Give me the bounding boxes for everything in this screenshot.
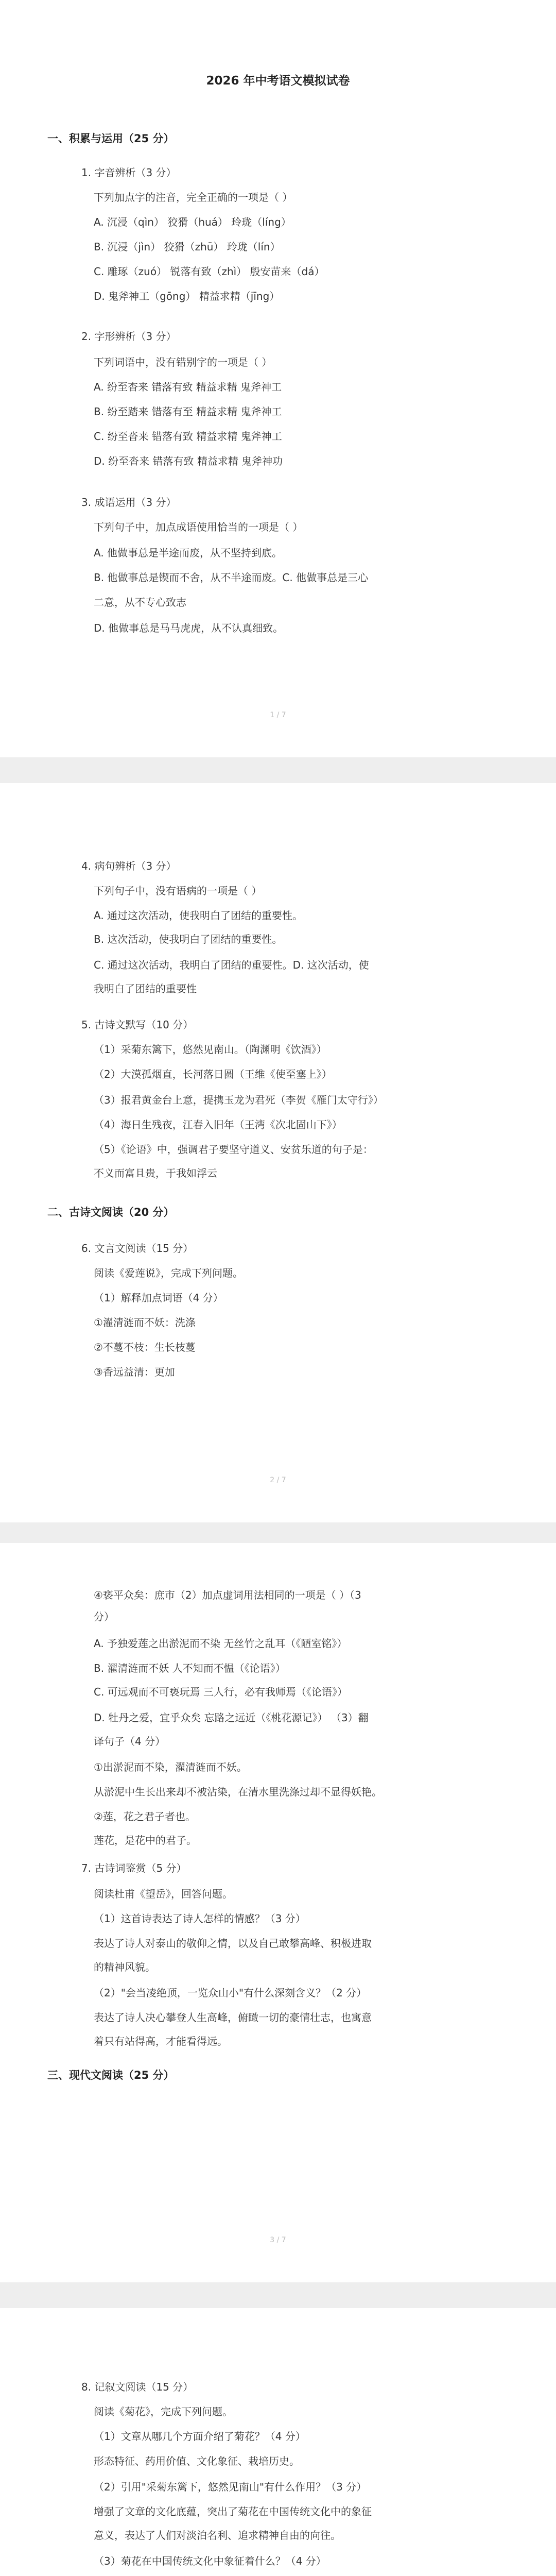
- question-text: A. 通过这次活动，使我明白了团结的重要性。: [94, 909, 303, 922]
- question-text: 不义而富且贵，于我如浮云: [94, 1167, 217, 1179]
- exam-page-2: [0, 783, 556, 1522]
- question-text: （4）海日生残夜，江春入旧年（王湾《次北固山下》）: [94, 1118, 342, 1131]
- question-text: （3）报君黄金台上意，提携玉龙为君死（李贺《雁门太守行》）: [94, 1094, 384, 1106]
- question-text: 下列句子中，没有语病的一项是（ ）: [94, 885, 262, 897]
- question-text: B. 濯清涟而不妖 人不知而不愠（《论语》）: [94, 1662, 286, 1674]
- page-number: 3 / 7: [270, 2236, 286, 2244]
- exam-page-4: [0, 2308, 556, 2576]
- question-text: D. 纷至沓来 错落有致 精益求精 鬼斧神功: [94, 455, 283, 467]
- question-text: 表达了诗人决心攀登人生高峰，俯瞰一切的豪情壮志，也寓意: [94, 2011, 372, 2024]
- question-text: （1）文章从哪几个方面介绍了菊花？（4 分）: [94, 2430, 306, 2443]
- question-title: 5. 古诗文默写（10 分）: [81, 1019, 194, 1031]
- question-text: C. 纷至沓来 错落有致 精益求精 鬼斧神工: [94, 430, 282, 443]
- question-title: 3. 成语运用（3 分）: [81, 496, 177, 509]
- question-text: 增强了文章的文化底蕴，突出了菊花在中国传统文化中的象征: [94, 2505, 372, 2518]
- question-text: D. 牡丹之爱，宜乎众矣 忘路之远近（《桃花源记》） （3）翻: [94, 1711, 369, 1724]
- question-text: 下列加点字的注音，完全正确的一项是（ ）: [94, 191, 293, 204]
- question-text: 阅读《爱莲说》，完成下列问题。: [94, 1267, 243, 1279]
- question-text: 我明白了团结的重要性: [94, 982, 197, 995]
- page-number: 1 / 7: [270, 711, 286, 719]
- page-number: 2 / 7: [270, 1476, 286, 1484]
- question-text: ②不蔓不枝：生长枝蔓: [94, 1341, 196, 1353]
- question-text: ③香远益清：更加: [94, 1366, 175, 1378]
- question-text: 阅读杜甫《望岳》，回答问题。: [94, 1888, 233, 1900]
- question-text: 从淤泥中生长出来却不被沾染，在清水里洗涤过却不显得妖艳。: [94, 1786, 382, 1798]
- question-text: B. 他做事总是锲而不舍，从不半途而废。C. 他做事总是三心: [94, 571, 369, 584]
- question-title: 6. 文言文阅读（15 分）: [81, 1242, 194, 1255]
- question-text: ②莲，花之君子者也。: [94, 1810, 196, 1823]
- question-text: B. 这次活动，使我明白了团结的重要性。: [94, 933, 283, 945]
- section-heading: 三、现代文阅读（25 分）: [47, 2069, 175, 2081]
- question-text: C. 通过这次活动，我明白了团结的重要性。D. 这次活动，使: [94, 959, 369, 971]
- question-text: 意义，表达了人们对淡泊名利、追求精神自由的向往。: [94, 2529, 341, 2541]
- question-text: 下列词语中，没有错别字的一项是（ ）: [94, 356, 272, 368]
- question-text: B. 沉浸（jìn） 狡猾（zhū） 玲珑（lín）: [94, 241, 281, 253]
- section-heading: 二、古诗文阅读（20 分）: [47, 1206, 175, 1218]
- question-text: 形态特征、药用价值、文化象征、栽培历史。: [94, 2455, 300, 2467]
- question-text: （3）菊花在中国传统文化中象征着什么？（4 分）: [94, 2555, 326, 2567]
- question-text: A. 予独爱莲之出淤泥而不染 无丝竹之乱耳（《陋室铭》）: [94, 1637, 348, 1650]
- question-text: 阅读《菊花》，完成下列问题。: [94, 2405, 233, 2418]
- question-text: 下列句子中，加点成语使用恰当的一项是（ ）: [94, 521, 303, 533]
- question-text: D. 鬼斧神工（gōng） 精益求精（jīng）: [94, 290, 280, 302]
- question-text: C. 雕琢（zuó） 锐落有致（zhì） 殷安苗来（dá）: [94, 265, 325, 278]
- question-title: 8. 记叙文阅读（15 分）: [81, 2381, 194, 2393]
- question-title: 7. 古诗词鉴赏（5 分）: [81, 1862, 187, 1874]
- question-text: 莲花，是花中的君子。: [94, 1834, 197, 1846]
- question-text: A. 纷至杳来 错落有致 精益求精 鬼斧神工: [94, 381, 282, 393]
- question-title: 1. 字音辨析（3 分）: [81, 166, 177, 179]
- question-text: C. 可远观而不可亵玩焉 三人行，必有我师焉（《论语》）: [94, 1686, 348, 1698]
- question-text: （2）大漠孤烟直，长河落日圆（王维《使至塞上》）: [94, 1068, 332, 1080]
- exam-title: 2026 年中考语文模拟试卷: [206, 74, 350, 88]
- question-text: 表达了诗人对泰山的敬仰之情，以及自己敢攀高峰、积极进取: [94, 1937, 372, 1950]
- question-text: （2）引用"采菊东篱下，悠然见南山"有什么作用？（3 分）: [94, 2481, 367, 2493]
- question-title: 4. 病句辨析（3 分）: [81, 860, 177, 872]
- question-text: 分）: [94, 1611, 114, 1623]
- question-text: （1）采菊东篱下，悠然见南山。（陶渊明《饮酒》）: [94, 1043, 327, 1056]
- question-title: 2. 字形辨析（3 分）: [81, 330, 177, 343]
- question-text: 着只有站得高，才能看得远。: [94, 2035, 228, 2047]
- section-heading: 一、积累与运用（25 分）: [47, 132, 175, 145]
- question-text: （1）解释加点词语（4 分）: [94, 1292, 223, 1304]
- question-text: 译句子（4 分）: [94, 1735, 166, 1748]
- exam-page-1: [0, 0, 556, 757]
- question-text: ④亵平众矣：庶市（2）加点虚词用法相同的一项是（ ）（3: [94, 1589, 361, 1601]
- question-text: 二意，从不专心致志: [94, 596, 186, 608]
- question-text: A. 他做事总是半途而废，从不坚持到底。: [94, 547, 283, 559]
- exam-page-3: [0, 1543, 556, 2282]
- question-text: （2）"会当凌绝顶，一览众山小"有什么深刻含义？（2 分）: [94, 1987, 367, 1999]
- question-text: （1）这首诗表达了诗人怎样的情感？（3 分）: [94, 1912, 306, 1925]
- question-text: D. 他做事总是马马虎虎，从不认真细致。: [94, 622, 284, 634]
- question-text: A. 沉浸（qìn） 狡猾（huá） 玲珑（líng）: [94, 216, 291, 228]
- question-text: 的精神风貌。: [94, 1961, 155, 1973]
- question-text: ①濯清涟而不妖：洗涤: [94, 1316, 196, 1329]
- question-text: ①出淤泥而不染，濯清涟而不妖。: [94, 1761, 247, 1773]
- question-text: B. 纷至踏来 错落有至 精益求精 鬼斧神工: [94, 405, 282, 418]
- question-text: （5）《论语》中，强调君子要坚守道义、安贫乐道的句子是：: [94, 1143, 373, 1156]
